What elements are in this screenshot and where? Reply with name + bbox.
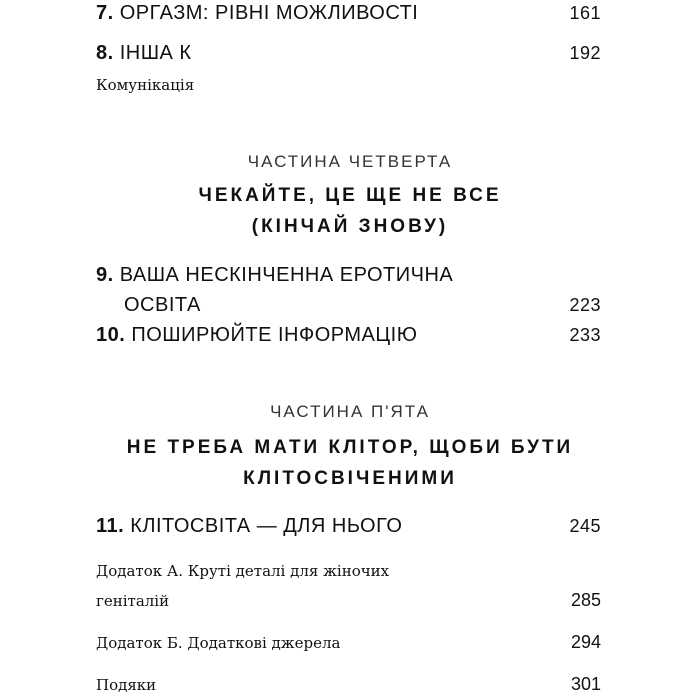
chapter-number: 7. bbox=[96, 2, 114, 24]
appendix-b-title: Додаток Б. Додаткові джерела bbox=[96, 634, 341, 652]
appendix-a-title-line-2: геніталій bbox=[96, 592, 170, 610]
toc-entry-label bbox=[96, 515, 402, 538]
page-number: 161 bbox=[569, 3, 601, 23]
page-number: 285 bbox=[570, 590, 601, 610]
part-five-title-line-1: НЕ ТРЕБА МАТИ КЛІТОР, ЩОБИ БУТИ bbox=[126, 437, 574, 458]
toc-entry-chapter-9-continued[interactable] bbox=[96, 294, 601, 317]
toc-entry-chapter-10[interactable] bbox=[96, 324, 601, 347]
page-number: 192 bbox=[569, 43, 601, 63]
chapter-title: ОРГАЗМ: РІВНІ МОЖЛИВОСТІ bbox=[119, 2, 419, 24]
part-five-title-line-2: КЛІТОСВІЧЕНИМИ bbox=[243, 468, 457, 489]
chapter-title: ІНША К bbox=[119, 42, 192, 64]
toc-entry-label bbox=[96, 264, 453, 287]
subentry-text: Комунікація bbox=[96, 76, 195, 94]
chapter-title: ВАША НЕСКІНЧЕННА ЕРОТИЧНА bbox=[119, 264, 454, 286]
page-number: 223 bbox=[569, 295, 601, 315]
page-number: 245 bbox=[569, 516, 601, 536]
toc-entry-chapter-9[interactable] bbox=[96, 264, 601, 287]
toc-entry-label bbox=[96, 324, 417, 347]
part-five-label: ЧАСТИНА П'ЯТА bbox=[270, 402, 430, 421]
chapter-title: ПОШИРЮЙТЕ ІНФОРМАЦІЮ bbox=[131, 324, 418, 346]
chapter-number: 11. bbox=[96, 515, 125, 537]
part-four-title-line-1: ЧЕКАЙТЕ, ЦЕ ЩЕ НЕ ВСЕ bbox=[198, 185, 502, 206]
appendix-a-title-line-1: Додаток А. Круті деталі для жіночих bbox=[96, 562, 390, 580]
toc-entry-chapter-8[interactable] bbox=[96, 42, 601, 65]
toc-entry-appendix-a-continued[interactable] bbox=[96, 590, 601, 611]
page-number: 301 bbox=[570, 674, 601, 694]
toc-entry-chapter-11[interactable] bbox=[96, 515, 601, 538]
toc-entry-appendix-a[interactable] bbox=[96, 562, 601, 580]
acknowledgements-title: Подяки bbox=[96, 676, 157, 694]
toc-entry-label bbox=[96, 42, 192, 65]
page-number: 233 bbox=[569, 325, 601, 345]
chapter-number: 8. bbox=[96, 42, 114, 64]
chapter-title: КЛІТОСВІТА — ДЛЯ НЬОГО bbox=[130, 515, 403, 537]
toc-entry-chapter-7[interactable] bbox=[96, 2, 601, 25]
page-number: 294 bbox=[570, 632, 601, 652]
toc-entry-label bbox=[96, 2, 418, 25]
toc-entry-acknowledgements[interactable] bbox=[96, 674, 601, 695]
toc-entry-appendix-b[interactable] bbox=[96, 632, 601, 653]
chapter-number: 9. bbox=[96, 264, 114, 286]
chapter-title-continued: ОСВІТА bbox=[124, 294, 201, 316]
part-four-label: ЧАСТИНА ЧЕТВЕРТА bbox=[247, 152, 453, 171]
toc-subentry-communication bbox=[96, 76, 601, 94]
part-four-title-line-2: (КІНЧАЙ ЗНОВУ) bbox=[251, 216, 449, 237]
chapter-number: 10. bbox=[96, 324, 126, 346]
